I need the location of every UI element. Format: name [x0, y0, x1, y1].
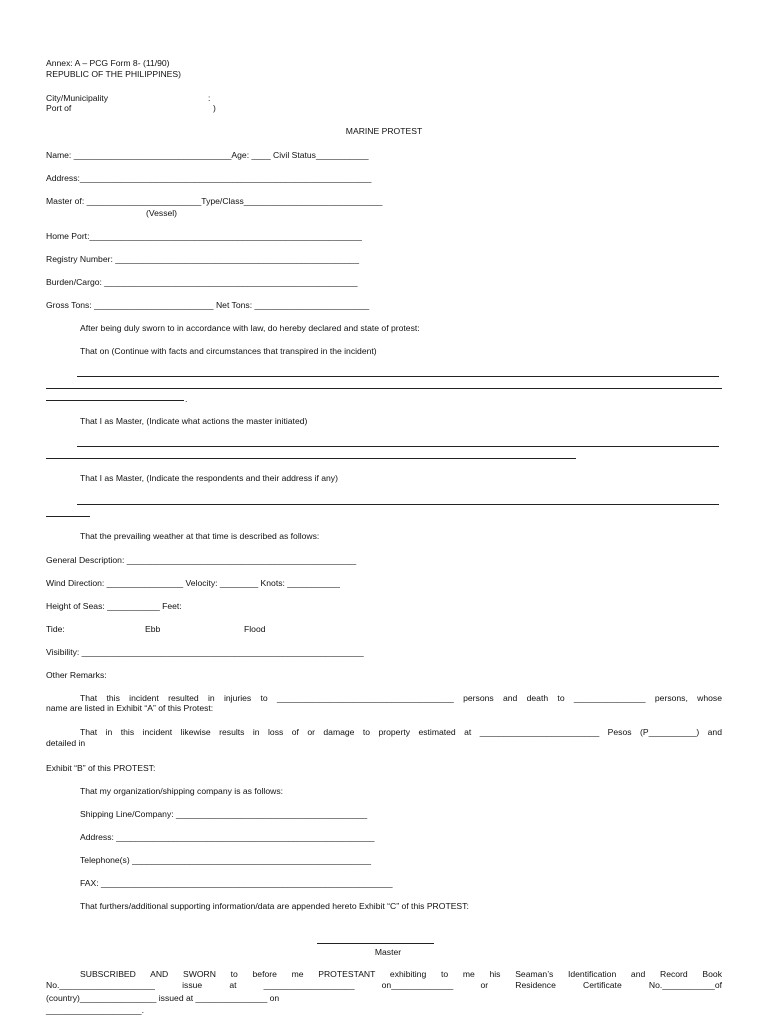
vessel-hint: (Vessel) — [146, 208, 178, 218]
burden-cargo-field[interactable]: Burden/Cargo: _____________________________________________________ — [46, 277, 358, 287]
other-remarks-label: Other Remarks: — [46, 670, 107, 680]
master-of-field[interactable]: Master of: ________________________Type/Class_____________________________ — [46, 196, 383, 206]
city-label: City/Municipality — [46, 93, 109, 103]
injuries-line-1[interactable]: That this incident resulted in injuries to _____________________________________ persons and death to _______________ persons, whose — [80, 693, 722, 703]
port-label: Port of — [46, 103, 72, 113]
sworn-statement: After being duly sworn to in accordance with law, do hereby declared and state of protest: — [80, 323, 420, 333]
general-description-field[interactable]: General Description: ________________________________________________ — [46, 555, 357, 565]
tide-flood-option[interactable]: Flood — [244, 624, 266, 634]
master-respondents-statement: That I as Master, (Indicate the respondents and their address if any) — [80, 473, 338, 483]
further-info-statement: That furthers/additional supporting information/data are appended hereto Exhibit “C” of this PROTEST: — [80, 901, 469, 911]
that-on-statement: That on (Continue with facts and circumstances that transpired in the incident) — [80, 346, 377, 356]
respondents-line-1[interactable] — [77, 504, 719, 505]
injuries-line-2: name are listed in Exhibit “A” of this Protest: — [46, 703, 214, 713]
republic-label: REPUBLIC OF THE PHILIPPINES) — [46, 69, 181, 79]
wind-direction-field[interactable]: Wind Direction: ________________ Velocity: ________ Knots: ___________ — [46, 578, 340, 588]
oath-line-4[interactable]: ____________________. — [46, 1005, 144, 1015]
facts-period: . — [185, 394, 188, 404]
loss-line-1[interactable]: That in this incident likewise results in loss of or damage to property estimated at _________________________ Pesos (P__________) and — [80, 727, 722, 737]
loss-line-2: detailed in — [46, 738, 86, 748]
company-address-field[interactable]: Address: ______________________________________________________ — [80, 832, 375, 842]
annex-label: Annex: A – PCG Form 8- (11/90) — [46, 58, 170, 68]
home-port-field[interactable]: Home Port:_________________________________________________________ — [46, 231, 362, 241]
exhibit-b-label: Exhibit “B” of this PROTEST: — [46, 763, 156, 773]
tide-ebb-option[interactable]: Ebb — [145, 624, 161, 634]
actions-line-1[interactable] — [77, 446, 719, 447]
shipping-line-field[interactable]: Shipping Line/Company: ________________________________________ — [80, 809, 368, 819]
facts-line-2[interactable] — [46, 388, 722, 389]
facts-line-3[interactable] — [46, 400, 184, 401]
oath-line-3[interactable]: (country)________________ issued at _______________ on — [46, 993, 280, 1003]
oath-line-2[interactable]: No.____________________ issue at ___________________ on_____________ or Residence Certificate No.___________of — [46, 980, 722, 990]
actions-line-2[interactable] — [46, 458, 576, 459]
company-intro: That my organization/shipping company is as follows: — [80, 786, 284, 796]
telephone-field[interactable]: Telephone(s) __________________________________________________ — [80, 855, 372, 865]
port-paren: ) — [213, 103, 216, 113]
oath-line-1: SUBSCRIBED AND SWORN to before me PROTESTANT exhibiting to me his Seaman’s Identification and Record Book — [80, 969, 722, 979]
height-of-seas-field[interactable]: Height of Seas: ___________ Feet: — [46, 601, 182, 611]
visibility-field[interactable]: Visibility: ___________________________________________________________ — [46, 647, 364, 657]
master-actions-statement: That I as Master, (Indicate what actions the master initiated) — [80, 416, 308, 426]
master-signature-label: Master — [374, 947, 402, 957]
city-colon: : — [208, 93, 211, 103]
master-signature-line[interactable] — [317, 943, 434, 944]
name-field[interactable]: Name: _________________________________Age: ____ Civil Status___________ — [46, 150, 369, 160]
respondents-line-2[interactable] — [46, 516, 90, 517]
facts-line-1[interactable] — [77, 376, 719, 377]
address-field[interactable]: Address:_____________________________________________________________ — [46, 173, 372, 183]
registry-number-field[interactable]: Registry Number: ___________________________________________________ — [46, 254, 359, 264]
tide-label: Tide: — [46, 624, 65, 634]
gross-net-tons-field[interactable]: Gross Tons: _________________________ Net Tons: ________________________ — [46, 300, 370, 310]
weather-statement: That the prevailing weather at that time is described as follows: — [80, 531, 320, 541]
page-title: MARINE PROTEST — [345, 126, 423, 136]
fax-field[interactable]: FAX: _____________________________________________________________ — [80, 878, 393, 888]
